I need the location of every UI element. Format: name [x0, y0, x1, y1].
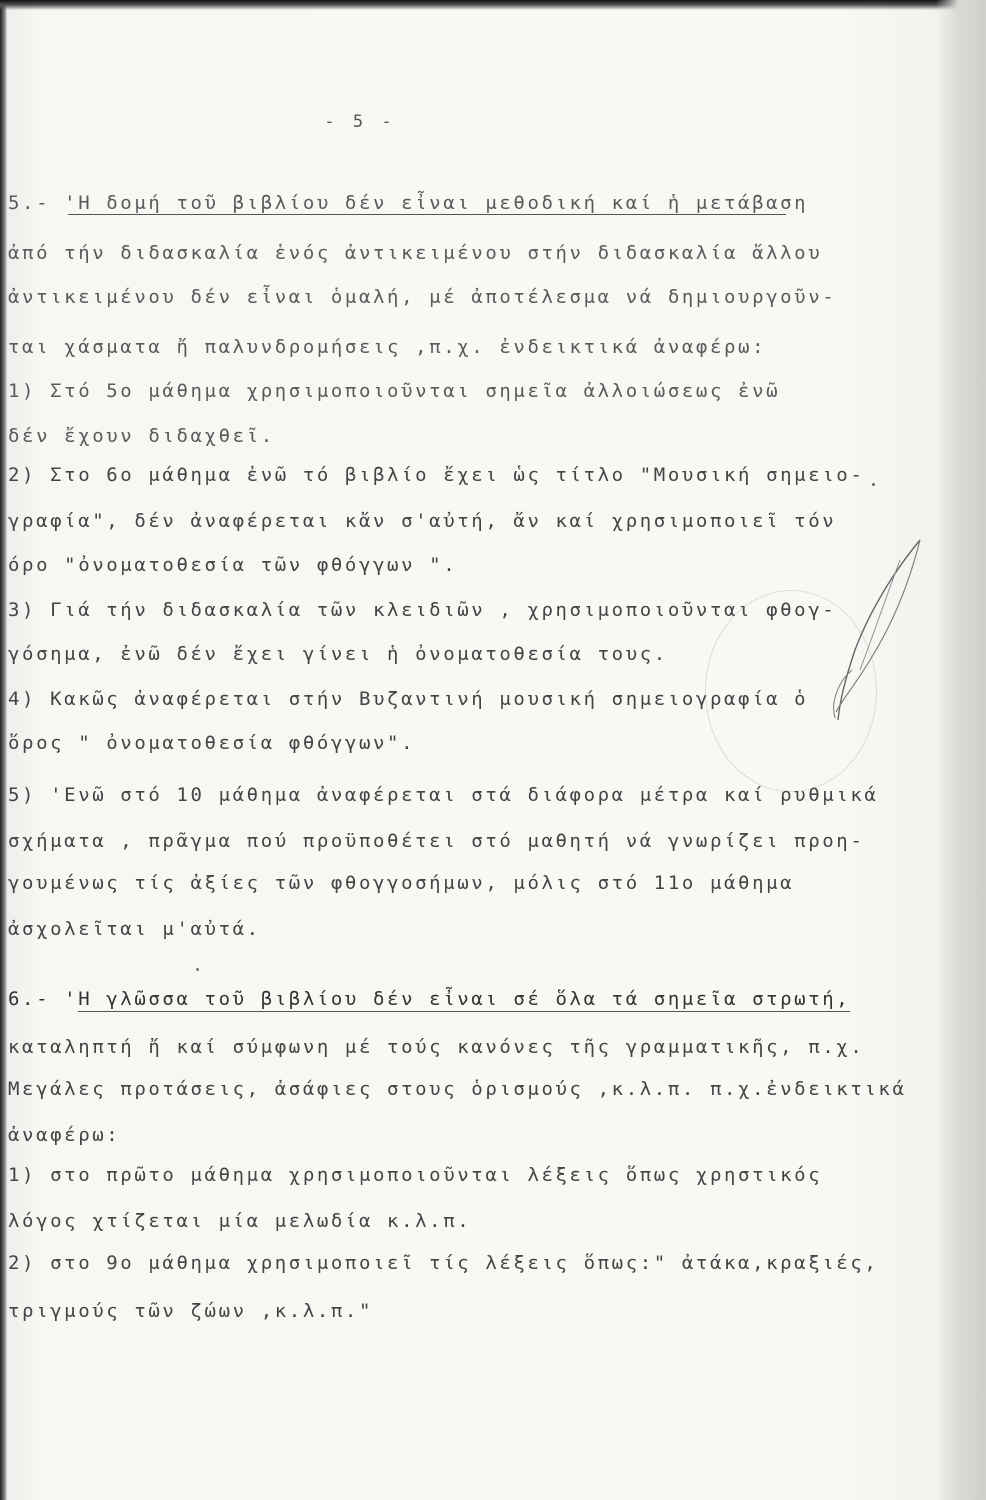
text-line-18: 6.- 'Η γλῶσσα τοῦ βιβλίου δέν εἶναι σέ ὅλα τά σημεῖα στρωτή, [8, 988, 851, 1010]
text-line-14: 5) 'Ενῶ στό 10 μάθημα ἀναφέρεται στά διάφορα μέτρα καί ρυθμικά [8, 784, 879, 806]
text-line-7: 2) Στο 6ο μάθημα ἐνῶ τό βιβλίο ἔχει ὡς τίτλο "Μουσική σημειο- [8, 464, 865, 486]
scan-edge-top [0, 0, 986, 10]
section-6-underline [78, 1011, 850, 1012]
margin-mark [872, 483, 875, 486]
text-line-20: Μεγάλες προτάσεις, ἀσάφιες στους ὁρισμούς ,κ.λ.π. π.χ.ἐνδεικτικά [8, 1078, 907, 1100]
page-number: - 5 - [324, 112, 396, 132]
scan-edge-left [0, 0, 7, 1500]
text-line-11: γόσημα, ἐνῶ δέν ἔχει γίνει ἡ ὀνοματοθεσία τους. [8, 643, 668, 665]
text-line-9: όρο "ὀνοματοθεσία τῶν φθόγγων ". [8, 554, 458, 576]
text-line-15: σχήματα , πρᾶγμα πού προϋποθέτει στό μαθητή νά γνωρίζει προη- [8, 830, 865, 852]
text-line-1: 5.- 'Η δομή τοῦ βιβλίου δέν εἶναι μεθοδική καί ἡ μετάβαση [8, 192, 809, 214]
text-line-23: λόγος χτίζεται μία μελωδία κ.λ.π. [8, 1210, 472, 1232]
text-line-21: ἀναφέρω: [8, 1124, 121, 1146]
text-line-6: δέν ἔχουν διδαχθεῖ. [8, 425, 275, 447]
text-line-24: 2) στο 9ο μάθημα χρησιμοποιεῖ τίς λέξεις ὅπως:" ἀτάκα,κραξιές, [8, 1252, 879, 1274]
text-line-4: ται χάσματα ἤ παλυνδρομήσεις ,π.χ. ἐνδεικτικά ἀναφέρω: [8, 336, 767, 358]
handwritten-signature [800, 530, 940, 730]
text-line-13: ὅρος " ὀνοματοθεσία φθόγγων". [8, 732, 416, 754]
text-line-2: ἀπό τήν διδασκαλία ἑνός ἀντικειμένου στήν διδασκαλία ἄλλου [8, 242, 823, 264]
text-line-10: 3) Γιά τήν διδασκαλία τῶν κλειδιῶν , χρησιμοποιοῦνται φθογ- [8, 599, 837, 621]
text-line-22: 1) στο πρῶτο μάθημα χρησιμοποιοῦνται λέξεις ὅπως χρηστικός [8, 1164, 823, 1186]
stray-mark [196, 968, 199, 971]
text-line-16: γουμένως τίς ἀξίες τῶν φθογγοσήμων, μόλις στό 11ο μάθημα [8, 872, 795, 894]
text-line-19: καταληπτή ἤ καί σύμφωνη μέ τούς κανόνες τῆς γραμματικῆς, π.χ. [8, 1036, 865, 1058]
text-line-8: γραφία", δέν ἀναφέρεται κἄν σ'αὐτή, ἄν καί χρησιμοποιεῖ τόν [8, 510, 837, 532]
text-line-12: 4) Κακῶς ἀναφέρεται στήν Βυζαντινή μουσική σημειογραφία ὁ [8, 688, 809, 710]
scan-edge-right [936, 0, 986, 1500]
text-line-3: ἀντικειμένου δέν εἶναι ὁμαλή, μέ ἀποτέλεσμα νά δημιουργοῦν- [8, 286, 837, 308]
section-5-underline [68, 214, 786, 215]
text-line-5: 1) Στό 5ο μάθημα χρησιμοποιοῦνται σημεῖα ἀλλοιώσεως ἐνῶ [8, 380, 781, 402]
text-line-17: ἀσχολεῖται μ'αὐτά. [8, 918, 261, 940]
text-line-25: τριγμούς τῶν ζώων ,κ.λ.π." [8, 1300, 374, 1322]
